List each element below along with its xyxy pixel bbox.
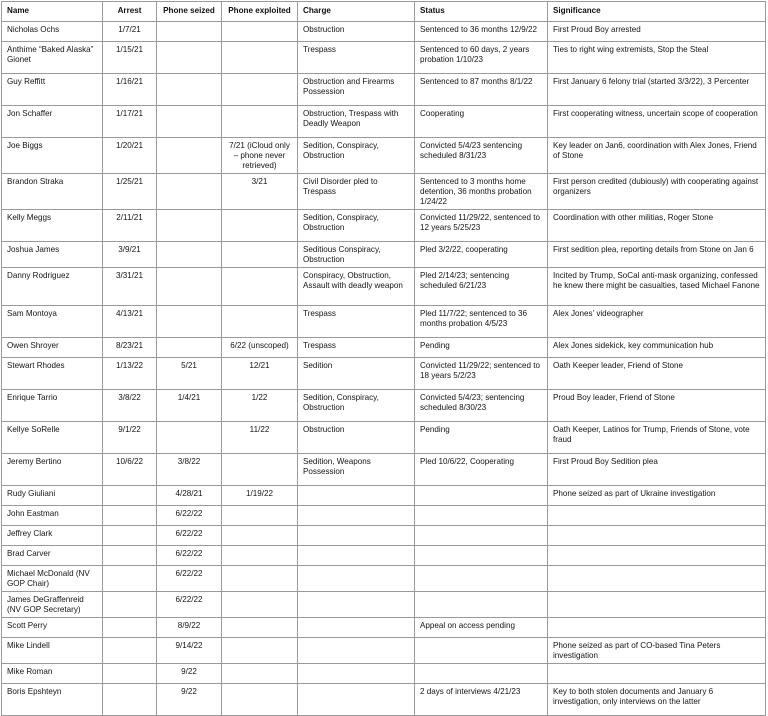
phone-seized-cell: 6/22/22 (157, 566, 222, 592)
charge-cell (298, 592, 415, 618)
charge-cell (298, 526, 415, 546)
significance-cell: Incited by Trump, SoCal anti-mask organizing, confessed he knew there might be casualties, tased Michael Fanone (548, 268, 766, 306)
arrest-cell: 1/16/21 (103, 74, 157, 106)
name-cell: Mike Lindell (2, 638, 103, 664)
significance-cell: Oath Keeper leader, Friend of Stone (548, 358, 766, 390)
column-header-phone-seized: Phone seized (157, 2, 222, 22)
phone-exploited-cell (222, 506, 298, 526)
name-cell: Brad Carver (2, 546, 103, 566)
status-cell (415, 664, 548, 684)
arrest-cell: 3/31/21 (103, 268, 157, 306)
arrest-cell (103, 684, 157, 716)
table-row (2, 422, 766, 454)
name-cell: Rudy Giuliani (2, 486, 103, 506)
name-cell: Mike Roman (2, 664, 103, 684)
phone-seized-cell: 6/22/22 (157, 506, 222, 526)
phone-exploited-cell (222, 618, 298, 638)
phone-seized-cell: 6/22/22 (157, 526, 222, 546)
table-row (2, 638, 766, 664)
table-row (2, 106, 766, 138)
arrest-cell: 3/9/21 (103, 242, 157, 268)
charge-cell: Civil Disorder pled to Trespass (298, 174, 415, 210)
significance-cell: Proud Boy leader, Friend of Stone (548, 390, 766, 422)
phone-exploited-cell (222, 592, 298, 618)
table-row (2, 138, 766, 174)
charge-cell (298, 618, 415, 638)
arrest-cell: 8/23/21 (103, 338, 157, 358)
phone-exploited-cell: 7/21 (iCloud only – phone never retrieved) (222, 138, 298, 174)
significance-cell (548, 592, 766, 618)
significance-cell (548, 664, 766, 684)
status-cell: Appeal on access pending (415, 618, 548, 638)
charge-cell: Sedition, Conspiracy, Obstruction (298, 210, 415, 242)
phone-seized-cell: 9/22 (157, 684, 222, 716)
table-row (2, 74, 766, 106)
phone-seized-cell: 9/22 (157, 664, 222, 684)
phone-exploited-cell (222, 664, 298, 684)
charge-cell (298, 546, 415, 566)
name-cell: Danny Rodriguez (2, 268, 103, 306)
phone-seized-cell: 1/4/21 (157, 390, 222, 422)
table-row (2, 546, 766, 566)
charge-cell: Obstruction, Trespass with Deadly Weapon (298, 106, 415, 138)
charge-cell: Conspiracy, Obstruction, Assault with deadly weapon (298, 268, 415, 306)
significance-cell: First person credited (dubiously) with cooperating against organizers (548, 174, 766, 210)
arrest-cell (103, 638, 157, 664)
phone-exploited-cell (222, 242, 298, 268)
name-cell: Anthime “Baked Alaska” Gionet (2, 42, 103, 74)
phone-exploited-cell (222, 106, 298, 138)
arrest-cell (103, 526, 157, 546)
arrest-cell: 1/25/21 (103, 174, 157, 210)
phone-seized-cell (157, 74, 222, 106)
column-header-phone-exploited: Phone exploited (222, 2, 298, 22)
charge-cell: Trespass (298, 338, 415, 358)
significance-cell: Alex Jones sidekick, key communication hub (548, 338, 766, 358)
table-row (2, 566, 766, 592)
phone-exploited-cell (222, 268, 298, 306)
status-cell: Pending (415, 422, 548, 454)
table-row (2, 390, 766, 422)
status-cell: 2 days of interviews 4/21/23 (415, 684, 548, 716)
phone-exploited-cell (222, 306, 298, 338)
charge-cell: Sedition, Conspiracy, Obstruction (298, 390, 415, 422)
arrest-cell: 1/17/21 (103, 106, 157, 138)
phone-seized-cell: 4/28/21 (157, 486, 222, 506)
significance-cell: First Proud Boy Sedition plea (548, 454, 766, 486)
name-cell: Jeffrey Clark (2, 526, 103, 546)
charge-cell: Sedition, Weapons Possession (298, 454, 415, 486)
arrest-cell (103, 546, 157, 566)
table-row (2, 42, 766, 74)
significance-cell: First cooperating witness, uncertain scope of cooperation (548, 106, 766, 138)
significance-cell: Phone seized as part of Ukraine investigation (548, 486, 766, 506)
status-cell (415, 638, 548, 664)
significance-cell: Key to both stolen documents and January 6 investigation, only interviews on the latter (548, 684, 766, 716)
table-row (2, 358, 766, 390)
name-cell: Joshua James (2, 242, 103, 268)
table-row (2, 210, 766, 242)
significance-cell: First sedition plea, reporting details from Stone on Jan 6 (548, 242, 766, 268)
column-header-arrest: Arrest (103, 2, 157, 22)
status-cell: Convicted 11/29/22, sentenced to 12 years 5/25/23 (415, 210, 548, 242)
column-header-significance: Significance (548, 2, 766, 22)
significance-cell: Alex Jones’ videographer (548, 306, 766, 338)
status-cell: Sentenced to 36 months 12/9/22 (415, 22, 548, 42)
cases-table (1, 1, 766, 716)
arrest-cell: 9/1/22 (103, 422, 157, 454)
phone-seized-cell: 5/21 (157, 358, 222, 390)
status-cell: Convicted 5/4/23; sentencing scheduled 8/30/23 (415, 390, 548, 422)
phone-exploited-cell (222, 526, 298, 546)
phone-seized-cell: 8/9/22 (157, 618, 222, 638)
name-cell: Michael McDonald (NV GOP Chair) (2, 566, 103, 592)
phone-exploited-cell (222, 74, 298, 106)
name-cell: James DeGraffenreid (NV GOP Secretary) (2, 592, 103, 618)
name-cell: Boris Epshteyn (2, 684, 103, 716)
name-cell: Enrique Tarrio (2, 390, 103, 422)
significance-cell: First January 6 felony trial (started 3/3/22), 3 Percenter (548, 74, 766, 106)
status-cell: Pled 3/2/22, cooperating (415, 242, 548, 268)
name-cell: Nicholas Ochs (2, 22, 103, 42)
status-cell: Pled 2/14/23; sentencing scheduled 6/21/23 (415, 268, 548, 306)
status-cell: Pled 11/7/22; sentenced to 36 months probation 4/5/23 (415, 306, 548, 338)
table-row (2, 684, 766, 716)
arrest-cell (103, 618, 157, 638)
phone-seized-cell (157, 338, 222, 358)
name-cell: Scott Perry (2, 618, 103, 638)
status-cell: Cooperating (415, 106, 548, 138)
phone-seized-cell (157, 138, 222, 174)
arrest-cell: 1/20/21 (103, 138, 157, 174)
arrest-cell (103, 506, 157, 526)
status-cell: Convicted 5/4/23 sentencing scheduled 8/31/23 (415, 138, 548, 174)
table-row (2, 268, 766, 306)
name-cell: John Eastman (2, 506, 103, 526)
phone-exploited-cell (222, 546, 298, 566)
significance-cell (548, 618, 766, 638)
name-cell: Sam Montoya (2, 306, 103, 338)
phone-seized-cell (157, 174, 222, 210)
charge-cell: Obstruction (298, 22, 415, 42)
phone-exploited-cell (222, 22, 298, 42)
charge-cell: Sedition, Conspiracy, Obstruction (298, 138, 415, 174)
charge-cell: Seditious Conspiracy, Obstruction (298, 242, 415, 268)
phone-seized-cell (157, 242, 222, 268)
significance-cell: Key leader on Jan6, coordination with Alex Jones, Friend of Stone (548, 138, 766, 174)
significance-cell (548, 566, 766, 592)
table-row (2, 506, 766, 526)
charge-cell (298, 684, 415, 716)
phone-seized-cell: 6/22/22 (157, 592, 222, 618)
status-cell: Sentenced to 3 months home detention, 36 months probation 1/24/22 (415, 174, 548, 210)
phone-exploited-cell: 3/21 (222, 174, 298, 210)
table-row (2, 242, 766, 268)
name-cell: Jon Schaffer (2, 106, 103, 138)
charge-cell (298, 566, 415, 592)
name-cell: Kelly Meggs (2, 210, 103, 242)
phone-seized-cell (157, 268, 222, 306)
significance-cell: Oath Keeper, Latinos for Trump, Friends of Stone, vote fraud (548, 422, 766, 454)
phone-exploited-cell (222, 566, 298, 592)
table-row (2, 174, 766, 210)
phone-exploited-cell (222, 210, 298, 242)
phone-seized-cell (157, 306, 222, 338)
arrest-cell: 3/8/22 (103, 390, 157, 422)
charge-cell (298, 506, 415, 526)
name-cell: Jeremy Bertino (2, 454, 103, 486)
status-cell: Sentenced to 87 months 8/1/22 (415, 74, 548, 106)
table-row (2, 618, 766, 638)
status-cell: Pending (415, 338, 548, 358)
phone-seized-cell (157, 42, 222, 74)
table-row (2, 454, 766, 486)
phone-seized-cell (157, 22, 222, 42)
table-row (2, 306, 766, 338)
significance-cell (548, 546, 766, 566)
arrest-cell (103, 592, 157, 618)
arrest-cell: 10/6/22 (103, 454, 157, 486)
status-cell (415, 566, 548, 592)
table-row (2, 338, 766, 358)
table-row (2, 592, 766, 618)
status-cell (415, 486, 548, 506)
name-cell: Joe Biggs (2, 138, 103, 174)
charge-cell: Trespass (298, 306, 415, 338)
significance-cell: Phone seized as part of CO-based Tina Peters investigation (548, 638, 766, 664)
status-cell: Sentenced to 60 days, 2 years probation 1/10/23 (415, 42, 548, 74)
table-row (2, 526, 766, 546)
phone-seized-cell (157, 106, 222, 138)
charge-cell: Obstruction and Firearms Possession (298, 74, 415, 106)
significance-cell: Ties to right wing extremists, Stop the Steal (548, 42, 766, 74)
column-header-name: Name (2, 2, 103, 22)
arrest-cell (103, 664, 157, 684)
significance-cell: First Proud Boy arrested (548, 22, 766, 42)
phone-exploited-cell (222, 638, 298, 664)
phone-seized-cell: 6/22/22 (157, 546, 222, 566)
significance-cell (548, 526, 766, 546)
significance-cell (548, 506, 766, 526)
name-cell: Brandon Straka (2, 174, 103, 210)
table-row (2, 486, 766, 506)
significance-cell: Coordination with other militias, Roger Stone (548, 210, 766, 242)
status-cell: Pled 10/6/22, Cooperating (415, 454, 548, 486)
charge-cell (298, 664, 415, 684)
status-cell: Convicted 11/29/22; sentenced to 18 years 5/2/23 (415, 358, 548, 390)
phone-seized-cell: 3/8/22 (157, 454, 222, 486)
status-cell (415, 546, 548, 566)
arrest-cell: 1/7/21 (103, 22, 157, 42)
charge-cell: Obstruction (298, 422, 415, 454)
phone-exploited-cell (222, 454, 298, 486)
name-cell: Owen Shroyer (2, 338, 103, 358)
arrest-cell: 1/13/22 (103, 358, 157, 390)
phone-seized-cell: 9/14/22 (157, 638, 222, 664)
column-header-charge: Charge (298, 2, 415, 22)
arrest-cell: 2/11/21 (103, 210, 157, 242)
arrest-cell (103, 566, 157, 592)
table-row (2, 22, 766, 42)
phone-exploited-cell: 1/19/22 (222, 486, 298, 506)
charge-cell (298, 638, 415, 664)
charge-cell: Sedition (298, 358, 415, 390)
phone-exploited-cell: 11/22 (222, 422, 298, 454)
name-cell: Guy Reffitt (2, 74, 103, 106)
status-cell (415, 526, 548, 546)
phone-exploited-cell (222, 684, 298, 716)
arrest-cell: 4/13/21 (103, 306, 157, 338)
arrest-cell: 1/15/21 (103, 42, 157, 74)
phone-exploited-cell: 1/22 (222, 390, 298, 422)
phone-seized-cell (157, 210, 222, 242)
name-cell: Stewart Rhodes (2, 358, 103, 390)
charge-cell: Trespass (298, 42, 415, 74)
charge-cell (298, 486, 415, 506)
status-cell (415, 506, 548, 526)
arrest-cell (103, 486, 157, 506)
phone-exploited-cell: 12/21 (222, 358, 298, 390)
name-cell: Kellye SoRelle (2, 422, 103, 454)
column-header-status: Status (415, 2, 548, 22)
status-cell (415, 592, 548, 618)
phone-exploited-cell: 6/22 (unscoped) (222, 338, 298, 358)
phone-exploited-cell (222, 42, 298, 74)
table-row (2, 664, 766, 684)
phone-seized-cell (157, 422, 222, 454)
header-row (2, 2, 766, 22)
